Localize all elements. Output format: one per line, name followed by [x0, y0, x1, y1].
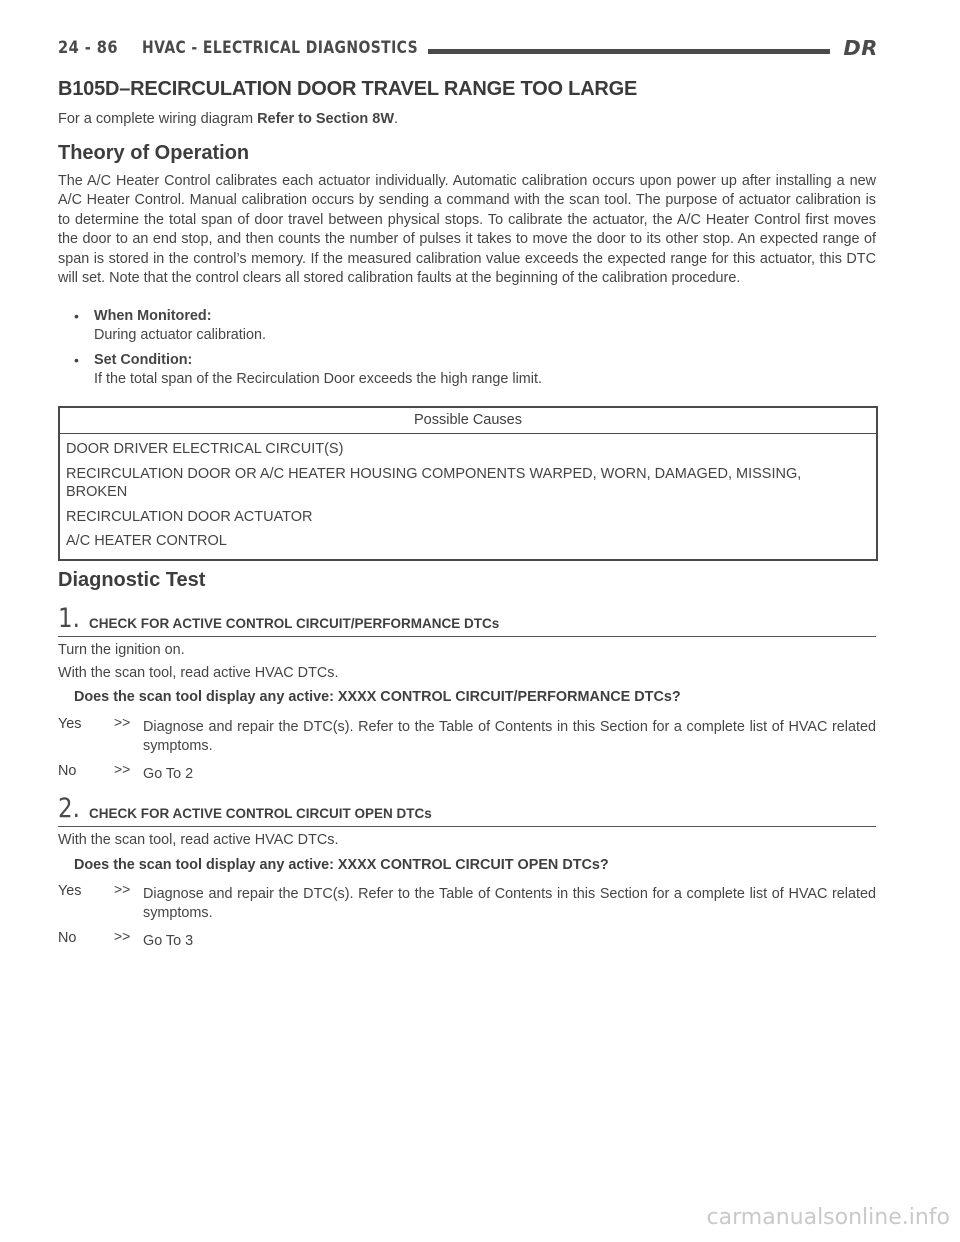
bullet-label: Set Condition:: [94, 352, 193, 368]
step-2-number: 2.: [58, 793, 80, 824]
theory-paragraph: The A/C Heater Control calibrates each actuator individually. Automatic calibration occurs upon power up after installing a new A/C Heater Control. Manual calibration occurs by sending a command with the scan tool. The purpose of actuator calibration is to determine the total span of door travel between physical stops. To calibrate the actuator, the A/C Heater Control first moves the door to an end stop, and then counts the number of pulses it takes to move the door to its other stop. An expected range of span is stored in the control’s memory. If the measured calibration value exceeds the expected range for this actuator, this DTC will set. Note that the control clears all stored calibration faults at the beginning of the calibration procedure.: [58, 173, 876, 287]
page-number: 24 - 86: [58, 38, 118, 58]
wiring-reference: [58, 111, 398, 127]
site-watermark: carmanualsonline.info: [706, 1205, 950, 1230]
step-2-yes-label: Yes: [58, 883, 82, 899]
wiring-reference-prefix: For a complete wiring diagram: [58, 111, 254, 127]
step-2-no-text: Go To 3: [143, 933, 194, 949]
step-1-no-label: No: [58, 763, 77, 779]
step-2-yes-arrow: >>: [114, 881, 131, 897]
step-1-yes-label: Yes: [58, 716, 82, 732]
step-2-no-label: No: [58, 930, 77, 946]
bullet-text: During actuator calibration.: [94, 327, 266, 343]
step-1-no-arrow: >>: [114, 761, 131, 777]
step-1-question: Does the scan tool display any active: XXXX CONTROL CIRCUIT/PERFORMANCE DTCs?: [74, 689, 681, 705]
step-1-yes-arrow: >>: [114, 714, 131, 730]
bullet-dot-icon: •: [74, 308, 79, 324]
step-2-title: CHECK FOR ACTIVE CONTROL CIRCUIT OPEN DTCs: [89, 806, 432, 821]
cause-item: A/C HEATER CONTROL: [66, 533, 227, 549]
header-rule: [428, 49, 830, 54]
possible-causes-table: [58, 406, 878, 561]
step-1-number: 1.: [58, 603, 80, 634]
running-header: [58, 38, 878, 64]
cause-item: DOOR DRIVER ELECTRICAL CIRCUIT(S): [66, 441, 344, 457]
wiring-reference-suffix: .: [394, 111, 399, 127]
bullet-dot-icon: •: [74, 352, 79, 368]
step-2-no-arrow: >>: [114, 928, 131, 944]
bullet-when-monitored: [74, 307, 874, 345]
cause-item: RECIRCULATION DOOR OR A/C HEATER HOUSING COMPONENTS WARPED, WORN, DAMAGED, MISSING, BROKEN: [66, 465, 802, 500]
step-1-instruction: With the scan tool, read active HVAC DTCs.: [58, 665, 339, 681]
section-title: HVAC - ELECTRICAL DIAGNOSTICS: [142, 38, 419, 58]
step-2-question: Does the scan tool display any active: XXXX CONTROL CIRCUIT OPEN DTCs?: [74, 857, 609, 873]
theory-heading: Theory of Operation: [58, 142, 250, 164]
bullet-label: When Monitored:: [94, 308, 212, 324]
step-1-title: CHECK FOR ACTIVE CONTROL CIRCUIT/PERFORMANCE DTCs: [89, 616, 500, 631]
step-1-no-text: Go To 2: [143, 766, 194, 782]
page-title: B105D–RECIRCULATION DOOR TRAVEL RANGE TOO LARGE: [58, 78, 638, 100]
bullet-set-condition: [74, 351, 874, 389]
wiring-reference-link[interactable]: Refer to Section 8W: [257, 111, 395, 127]
monitor-bullets: [74, 307, 874, 395]
possible-causes-header: Possible Causes: [60, 408, 876, 434]
model-code: DR: [843, 36, 878, 60]
possible-causes-list: [60, 434, 876, 559]
step-2-instruction: With the scan tool, read active HVAC DTCs.: [58, 832, 339, 848]
step-2-yes-text: Diagnose and repair the DTC(s). Refer to the Table of Contents in this Section for a complete list of HVAC related symptoms.: [143, 886, 876, 921]
diagnostic-heading: Diagnostic Test: [58, 569, 206, 591]
step-1-rule: [58, 636, 876, 637]
bullet-text: If the total span of the Recirculation Door exceeds the high range limit.: [94, 371, 542, 387]
cause-item: RECIRCULATION DOOR ACTUATOR: [66, 508, 313, 525]
step-1-yes-text: Diagnose and repair the DTC(s). Refer to the Table of Contents in this Section for a complete list of HVAC related symptoms.: [143, 719, 876, 754]
step-1-instruction: Turn the ignition on.: [58, 642, 185, 658]
step-2-rule: [58, 826, 876, 827]
